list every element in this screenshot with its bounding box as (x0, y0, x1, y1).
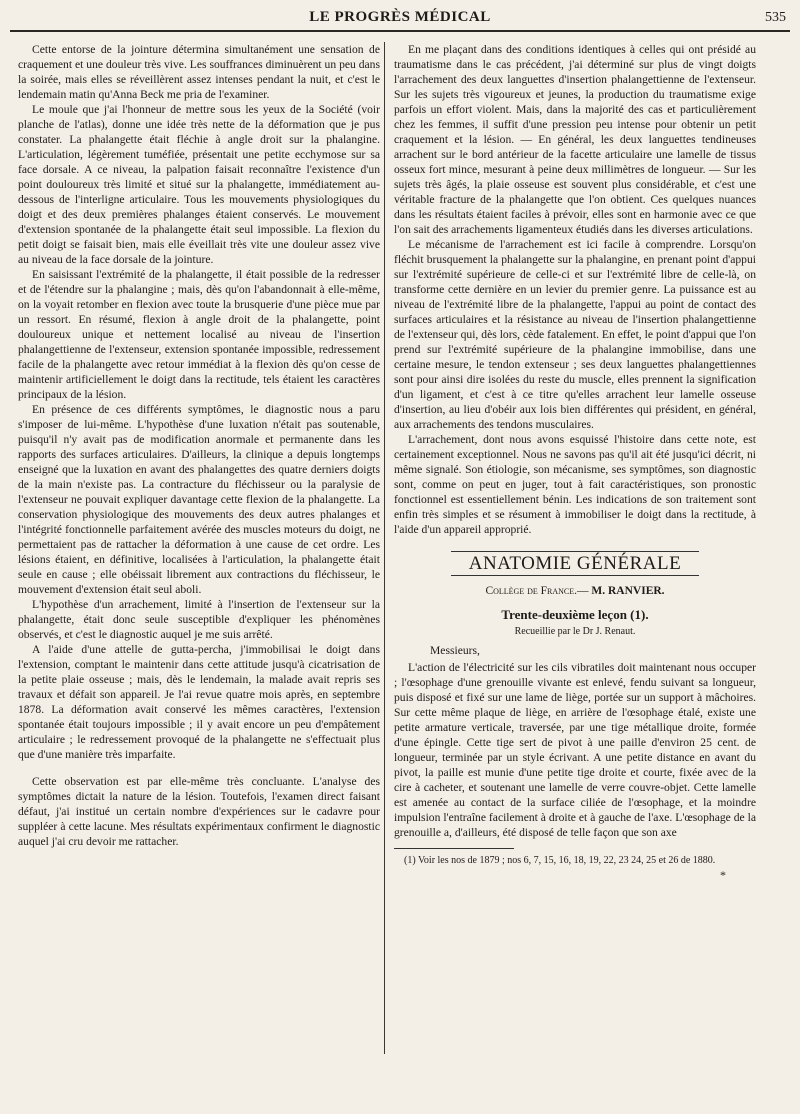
spacer (18, 762, 380, 774)
paragraph: En me plaçant dans des conditions identiques à celles qui ont présidé au traumatisme dans le cas précédent, j'ai déterminé sur plus de vingt doigts l'arrachement des deux languettes d'insertion phalangettienne de l'extenseur. Sur les sujets très vigoureux et jeunes, la production du traumatisme exige parfois un effort violent. Mais, dans la majorité des cas et particulièrement chez les femmes, il suffit d'une pression peu intense pour obtenir un petit craquement et la lésion. — En général, les deux languettes tendineuses arrachent sur le bord antérieur de la facette articulaire une lamelle de tissus osseux fort mince, mesurant à peine deux millimètres de longueur. — Sur les sujets très âgés, la plaie osseuse est souvent plus considérable, et c'est une véritable fracture de la phalangette que l'on obtient. Ces quelques nuances dans les résultats étaient faciles à prévoir, elles sont en harmonie avec ce que l'on sait des arrachements ligamenteux étudiés dans les diverses articulations. (394, 43, 756, 236)
paragraph: En présence de ces différents symptômes, le diagnostic nous a paru s'imposer de lui-même. L'hypothèse d'une luxation n'était pas soutenable, puisqu'il n'y avait pas de modification anormale et permanente dans les rapports des surfaces articulaires. D'ailleurs, la clinique a depuis longtemps enseigné que la luxation en avant des phalangettes des quatre derniers doigts de la main n'existe pas. La contracture du fléchisseur ou la paralysie de l'extenseur ne pouvait expliquer davantage cette flexion de la phalangette. La conservation physiologique des mouvements des deux autres phalanges et l'intégrité fonctionnelle parfaitement avérée des muscles moteurs du doigt, ne permettaient pas de rattacher la déformation à une cause de cet ordre. Les lésions étaient, en définitive, localisées à l'articulation, la phalangette était seule en cause ; elle obéissait librement aux contractions du fléchisseur, le mouvement d'extension était seul aboli. (18, 403, 380, 596)
paragraph: Le mécanisme de l'arrachement est ici facile à comprendre. Lorsqu'on fléchit brusquement la phalangette sur la phalangine, en prenant point d'appui sur l'extrémité supérieure de celle-ci et sur l'extrémité libre de celle-là, on transforme cette dernière en un levier du premier genre. La puissance est au niveau de l'extrémité libre de la phalangette, l'appui au point de contact des surfaces articulaires et la résistance au niveau de l'insertion phalangettienne de l'extenseur qui, dès lors, cède fatalement. En effet, le point d'appui que l'on prend sur l'extrémité supérieure de la phalangine immobilise, dans une certaine mesure, le tendon extenseur ; ses deux languettes phalangettiennes sont pour ainsi dire isolées du reste du muscle, elles prennent la signification d'un ligament, et c'est à ce titre qu'elles arrachent leur lamelle osseuse d'insertion, au lieu d'obéir aux lois bien différentes qui président, en général, aux arrachements des tendons musculaires. (394, 238, 756, 431)
left-column (18, 42, 380, 849)
section-header (394, 551, 756, 639)
footnote: (1) Voir les nos de 1879 ; nos 6, 7, 15, 16, 18, 19, 22, 23 24, 25 et 26 de 1880. (404, 855, 716, 866)
paragraph: Cette observation est par elle-même très concluante. L'analyse des symptômes dictait la nature de la lésion. Toutefois, l'examen direct faisant défaut, j'ai institué un certain nombre d'expériences sur le cadavre pour suppléer à cette lacune. Mes résultats expérimentaux confirment le diagnostic auquel j'ai cru devoir me rattacher. (18, 775, 380, 848)
recorded-by: Recueillie par le Dr J. Renaut. (514, 626, 636, 637)
salutation: Messieurs, (430, 644, 480, 657)
page-header (10, 6, 790, 32)
footnote-divider (394, 848, 514, 849)
right-column (394, 42, 756, 883)
college-line (394, 584, 756, 599)
page-number: 535 (765, 10, 786, 25)
paragraph: L'arrachement, dont nous avons esquissé l'histoire dans cette note, est certainement exceptionnel. Nous ne savons pas qu'il ait été jusqu'ici décrit, ni même signalé. Son étiologie, son mécanisme, ses symptômes, son diagnostic sont, comme on peut en juger, tout à fait caractéristiques, son pronostic fonctionnel est essentiellement bénin. Les indications de son traitement sont enfin très simples et se résument à immobiliser le doigt dans la rectitude, à l'aide d'un appareil approprié. (394, 433, 756, 536)
lecture-title: Trente-deuxième leçon (1). (501, 607, 649, 622)
college-name: Collège de France.— (485, 585, 589, 597)
journal-title: LE PROGRÈS MÉDICAL (309, 9, 491, 25)
paragraph: L'hypothèse d'un arrachement, limité à l'insertion de l'extenseur sur la phalangette, était donc seule susceptible d'expliquer les phénomènes observés, et c'est le diagnostic auquel je me suis arrêté. (18, 598, 380, 641)
paragraph: A l'aide d'une attelle de gutta-percha, j'immobilisai le doigt dans l'extension, comptant le maintenir dans cette attitude jusqu'à cicatrisation de la petite plaie osseuse ; mais, dès le lendemain, la malade avait repris ses travaux et défait son appareil. Je l'ai revue quatre mois après, en septembre 1878. La déformation avait conservé les mêmes caractères, l'extension spontanée était toujours impossible ; il y avait encore un peu d'empâtement articulaire ; le redressement provoqué de la phalangette ne s'effectuait plus que d'une manière très imparfaite. (18, 643, 380, 761)
end-mark: * (720, 868, 726, 882)
section-title: ANATOMIE GÉNÉRALE (451, 551, 699, 576)
paragraph: En saisissant l'extrémité de la phalangette, il était possible de la redresser et de l'étendre sur la phalangine ; mais, dès qu'on l'abandonnait à elle-même, on la voyait retomber en flexion avec toute la brusquerie d'une pièce mue par un ressort. En résumé, flexion à angle droit de la phalangette, point douloureux unique et nettement localisé au niveau de l'insertion phalangettienne de l'extenseur, extension spontanée impossible, redressement facile de la phalangette avec retour immédiat à la flexion dès qu'on cesse de maintenir artificiellement le doigt dans la rectitude, tels étaient les caractères principaux de la lésion. (18, 268, 380, 401)
column-divider (384, 42, 385, 1054)
professor-name: M. RANVIER. (591, 585, 665, 597)
paragraph: Le moule que j'ai l'honneur de mettre sous les yeux de la Société (voir planche de l'atlas), donne une idée très nette de la déformation que je pus constater. La phalangette était fléchie à angle droit sur la phalangine. L'articulation, légèrement tuméfiée, présentait une petite ecchymose sur sa face dorsale. A ce niveau, la palpation faisait reconnaître l'existence d'un point douloureux très limité et situé sur la phalangette, immédiatement au-dessous de l'interligne articulaire. Tous les mouvements physiologiques du doigt et des deux premières phalanges étaient conservés. Le mouvement d'extension spontanée de la phalangette était seul impossible. La flexion du petit doigt se faisait bien, mais elle éveillait très vite une douleur assez vive au niveau de la face dorsale de la jointure. (18, 103, 380, 266)
paragraph: L'action de l'électricité sur les cils vibratiles doit maintenant nous occuper ; l'œsophage d'une grenouille vivante est enlevé, fendu suivant sa longueur, puis disposé et fixé sur une lame de liège, portée sur un support à mâchoires. Sur cette même plaque de liège, en arrière de l'œsophage étalé, existe une petite armature verticale, traversée, par une tige métallique droite, formée d'une épingle. Cette tige sert de pivot à une paille d'environ 25 cent. de longueur, terminée par un style écrivant. A une petite distance en avant du pivot, la paille est munie d'une petite tige droite et courte, fixée avec de la cire à cacheter, et soutenant une lamelle de verre couvre-objet. Cette lamelle est amenée au contact de la surface ciliée de l'œsophage, et la moindre impulsion l'entraîne facilement à droite et à gauche de l'axe. L'œsophage de la grenouille a, d'ailleurs, été disposé de telle façon que son axe (394, 661, 756, 839)
paragraph: Cette entorse de la jointure détermina simultanément une sensation de craquement et une douleur très vive. Les souffrances diminuèrent un peu dans la soirée, mais elles se réveillèrent assez intenses pendant la nuit, et c'est le lendemain matin qu'Anna Beck me pria de l'examiner. (18, 43, 380, 101)
